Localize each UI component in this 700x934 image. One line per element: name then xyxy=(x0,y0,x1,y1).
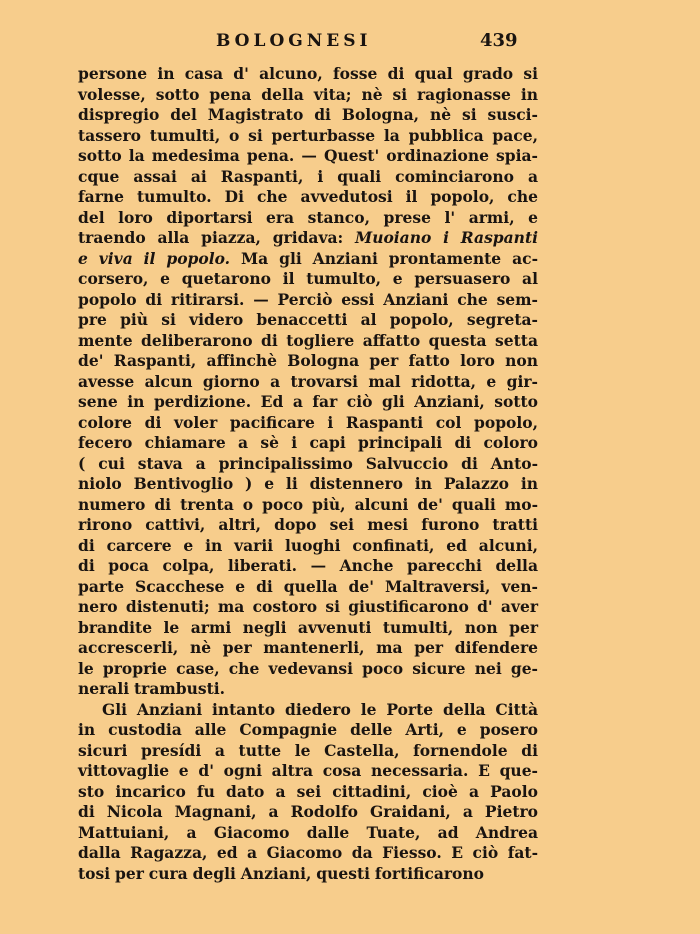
text-line xyxy=(78,597,538,618)
text-line xyxy=(78,741,538,762)
text-line xyxy=(78,187,538,208)
text-line xyxy=(78,372,538,393)
text-segment: sto incarico fu dato a sei cittadini, cioè a Paolo xyxy=(78,781,538,801)
text-segment: le proprie case, che vedevansi poco sicure nei ge- xyxy=(78,658,538,678)
text-segment: de' Raspanti, affinchè Bologna per fatto loro non xyxy=(78,351,538,370)
text-line xyxy=(78,392,538,413)
text-line xyxy=(78,577,538,598)
text-segment: nerali trambusti. xyxy=(78,679,226,698)
text-line xyxy=(78,843,538,864)
text-line xyxy=(78,823,538,844)
text-line xyxy=(78,454,538,475)
text-segment: accrescerli, nè per mantenerli, ma per difendere xyxy=(78,638,538,657)
italic-text: e viva il popolo. xyxy=(78,248,231,268)
text-segment: colore di voler pacificare i Raspanti col popolo, xyxy=(78,412,538,432)
text-line xyxy=(78,679,538,700)
text-line xyxy=(78,290,538,311)
text-line xyxy=(78,761,538,782)
text-line xyxy=(78,269,538,290)
body-text xyxy=(78,64,538,884)
text-line xyxy=(78,249,538,270)
text-line xyxy=(78,85,538,106)
text-line xyxy=(78,228,538,249)
text-segment: in custodia alle Compagnie delle Arti, e posero xyxy=(78,720,538,739)
italic-text: Muoiano i Raspanti xyxy=(355,228,538,247)
text-segment: mente deliberarono di togliere affatto questa setta xyxy=(78,330,538,350)
text-line xyxy=(78,413,538,434)
text-segment: traendo alla piazza, gridava: xyxy=(78,228,356,247)
text-segment: sicuri presídi a tutte le Castella, fornendole di xyxy=(78,740,538,760)
text-line xyxy=(78,782,538,803)
text-line xyxy=(78,433,538,454)
text-line xyxy=(78,105,538,126)
text-segment: pre più si videro benaccetti al popolo, segreta- xyxy=(78,310,538,329)
text-segment: brandite le armi negli avvenuti tumulti, non per xyxy=(78,617,538,637)
running-head xyxy=(0,30,700,54)
text-line xyxy=(78,638,538,659)
text-line xyxy=(78,700,538,721)
text-segment: nero distenuti; ma costoro si giustificarono d' aver xyxy=(78,597,538,616)
text-line xyxy=(78,310,538,331)
text-segment: di poca colpa, liberati. — Anche parecchi della xyxy=(78,556,538,575)
text-segment: sene in perdizione. Ed a far ciò gli Anziani, sotto xyxy=(78,392,538,411)
text-line xyxy=(78,351,538,372)
text-line xyxy=(78,64,538,85)
text-segment: Mattuiani, a Giacomo dalle Tuate, ad Andrea xyxy=(78,822,538,842)
text-line xyxy=(78,208,538,229)
text-segment: Gli Anziani intanto diedero le Porte della Città xyxy=(102,699,538,719)
text-segment: rirono cattivi, altri, dopo sei mesi furono tratti xyxy=(78,515,538,534)
text-segment: tosi per cura degli Anziani, questi fortificarono xyxy=(78,863,484,883)
text-line xyxy=(78,167,538,188)
text-segment: ( cui stava a principalissimo Salvuccio di Anto- xyxy=(78,453,538,473)
text-line xyxy=(78,536,538,557)
text-line xyxy=(78,720,538,741)
text-segment: tassero tumulti, o si perturbasse la pubblica pace, xyxy=(78,125,538,145)
text-line xyxy=(78,864,538,885)
text-segment: dispregio del Magistrato di Bologna, nè si susci- xyxy=(78,105,538,124)
text-segment: farne tumulto. Di che avvedutosi il popolo, che xyxy=(78,187,538,206)
text-segment: sotto la medesima pena. — Quest' ordinazione spia- xyxy=(78,146,538,165)
text-segment: vittovaglie e d' ogni altra cosa necessaria. E que- xyxy=(78,761,538,780)
text-line xyxy=(78,146,538,167)
text-segment: popolo di ritirarsi. — Perciò essi Anziani che sem- xyxy=(78,289,538,309)
text-segment: fecero chiamare a sè i capi principali di coloro xyxy=(78,433,538,452)
text-segment: persone in casa d' alcuno, fosse di qual grado si xyxy=(78,64,538,83)
text-line xyxy=(78,618,538,639)
page-number: 439 xyxy=(480,30,518,51)
text-line xyxy=(78,556,538,577)
text-segment: corsero, e quetarono il tumulto, e persuasero al xyxy=(78,269,538,288)
text-line xyxy=(78,331,538,352)
text-line xyxy=(78,659,538,680)
text-segment: volesse, sotto pena della vita; nè si ragionasse in xyxy=(78,84,538,104)
text-segment: di carcere e in varii luoghi confinati, ed alcuni, xyxy=(78,535,538,555)
text-segment: numero di trenta o poco più, alcuni de' quali mo- xyxy=(78,494,538,514)
running-title: BOLOGNESI xyxy=(216,31,372,51)
text-line xyxy=(78,474,538,495)
text-line xyxy=(78,495,538,516)
text-segment: niolo Bentivoglio ) e li distennero in Palazzo in xyxy=(78,474,538,493)
text-segment: del loro diportarsi era stanco, prese l' armi, e xyxy=(78,207,538,227)
text-segment: avesse alcun giorno a trovarsi mal ridotta, e gir- xyxy=(78,371,538,391)
text-segment: dalla Ragazza, ed a Giacomo da Fiesso. E ciò fat- xyxy=(78,843,538,862)
text-segment: Ma gli Anziani prontamente ac- xyxy=(230,248,538,268)
text-segment: cque assai ai Raspanti, i quali cominciarono a xyxy=(78,166,538,186)
text-line xyxy=(78,126,538,147)
text-segment: parte Scacchese e di quella de' Maltraversi, ven- xyxy=(78,576,538,596)
text-line xyxy=(78,515,538,536)
text-segment: di Nicola Magnani, a Rodolfo Graidani, a Pietro xyxy=(78,802,538,821)
text-line xyxy=(78,802,538,823)
